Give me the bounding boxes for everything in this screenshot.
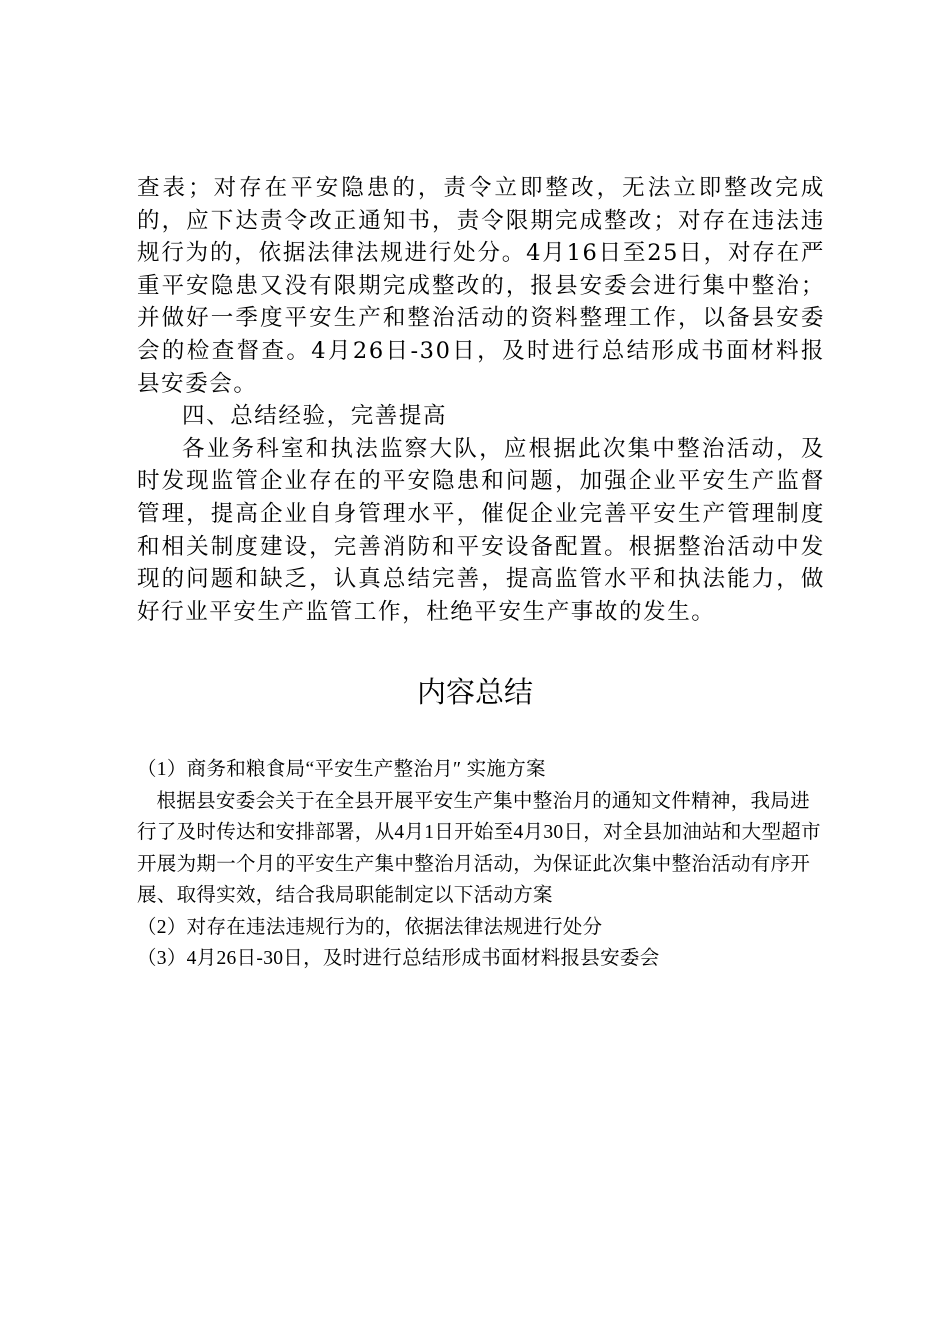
section-heading: 四、总结经验，完善提高: [182, 403, 448, 430]
body-paragraph: 查表；对存在平安隐患的，责令立即整改，无法立即整改完成的，应下达责令改正通知书，责令限期完成整改；对存在违法违规行为的，依据法律法规进行处分。4月16日至25日，对存在严重平安隐患又没有限期完成整改的，报县安委会进行集中整治；并做好一季度平安生产和整治活动的资料整理工作，以备县安委会的检查督查。4月26日-30日，及时进行总结形成书面材料报县安委会。: [137, 175, 825, 397]
summary-item: 根据县安委会关于在全县开展平安生产集中整治月的通知文件精神，我局进行了及时传达和安排部署，从4月1日开始至4月30日，对全县加油站和大型超市开展为期一个月的平安生产集中整治月活动，为保证此次集中整治活动有序开展、取得实效，结合我局职能制定以下活动方案: [137, 790, 821, 906]
document-body: [137, 172, 825, 628]
summary-item: （1）商务和粮食局“平安生产整治月″ 实施方案: [137, 759, 546, 780]
summary-item: （3）4月26日-30日，及时进行总结形成书面材料报县安委会: [137, 948, 660, 969]
summary-item: （2）对存在违法违规行为的，依据法律法规进行处分: [137, 916, 603, 938]
summary-title: 内容总结: [416, 675, 533, 709]
body-paragraph: 各业务科室和执法监察大队，应根据此次集中整治活动，及时发现监管企业存在的平安隐患和问题，加强企业平安生产监督管理，提高企业自身管理水平，催促企业完善平安生产管理制度和相关制度建设，完善消防和平安设备配置。根据整治活动中发现的问题和缺乏，认真总结完善，提高监管水平和执法能力，做好行业平安生产监管工作，杜绝平安生产事故的发生。: [137, 435, 825, 625]
summary-section: [137, 754, 827, 975]
